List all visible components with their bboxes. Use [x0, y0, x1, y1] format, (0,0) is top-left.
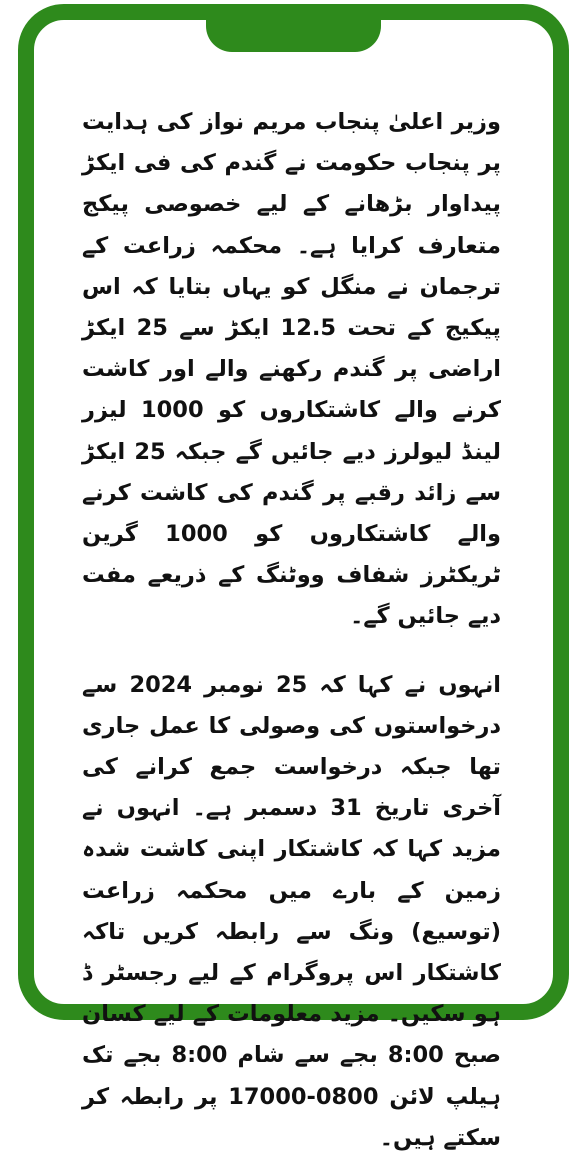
- article-paragraph-2: انہوں نے کہا کہ 25 نومبر 2024 سے درخواستوں کی وصولی کا عمل جاری تھا جبکہ درخواست جمع کرانے کی آخری تاریخ 31 دسمبر ہے۔ انہوں نے مزید کہا کہ کاشتکار اپنی کاشت شدہ زمین کے بارے میں محکمہ زراعت (توسیع) ونگ سے رابطہ کریں تاکہ کاشتکار اس پروگرام کے لیے رجسٹر ڈ ہو سکیں۔ مزید معلومات کے لیے کسان صبح 8:00 بجے سے شام 8:00 بجے تک ہیلپ لائن 0800-17000 پر رابطہ کر سکتے ہیں۔: [82, 671, 502, 1151]
- phone-notch: [206, 18, 381, 52]
- phone-frame: [18, 4, 569, 1151]
- article-body: [82, 102, 501, 1159]
- article-paragraph-1: وزیر اعلیٰ پنجاب مریم نواز کی ہدایت پر پنجاب حکومت نے گندم کی فی ایکڑ پیداوار بڑھانے کے لیے خصوصی پیکج متعارف کرایا ہے۔ محکمہ زراعت کے ترجمان نے منگل کو یہاں بتایا کہ اس پیکیج کے تحت 12.5 ایکڑ سے 25 ایکڑ اراضی پر گندم رکھنے والے اور کاشت کرنے والے کاشتکاروں کو 1000 لیزر لینڈ لیولرز دیے جائیں گے جبکہ 25 ایکڑ سے زائد رقبے پر گندم کی کاشت کرنے والے کاشتکاروں کو 1000 گرین ٹریکٹرز شفاف ووٹنگ کے ذریعے مفت دیے جائیں گے۔: [82, 109, 502, 630]
